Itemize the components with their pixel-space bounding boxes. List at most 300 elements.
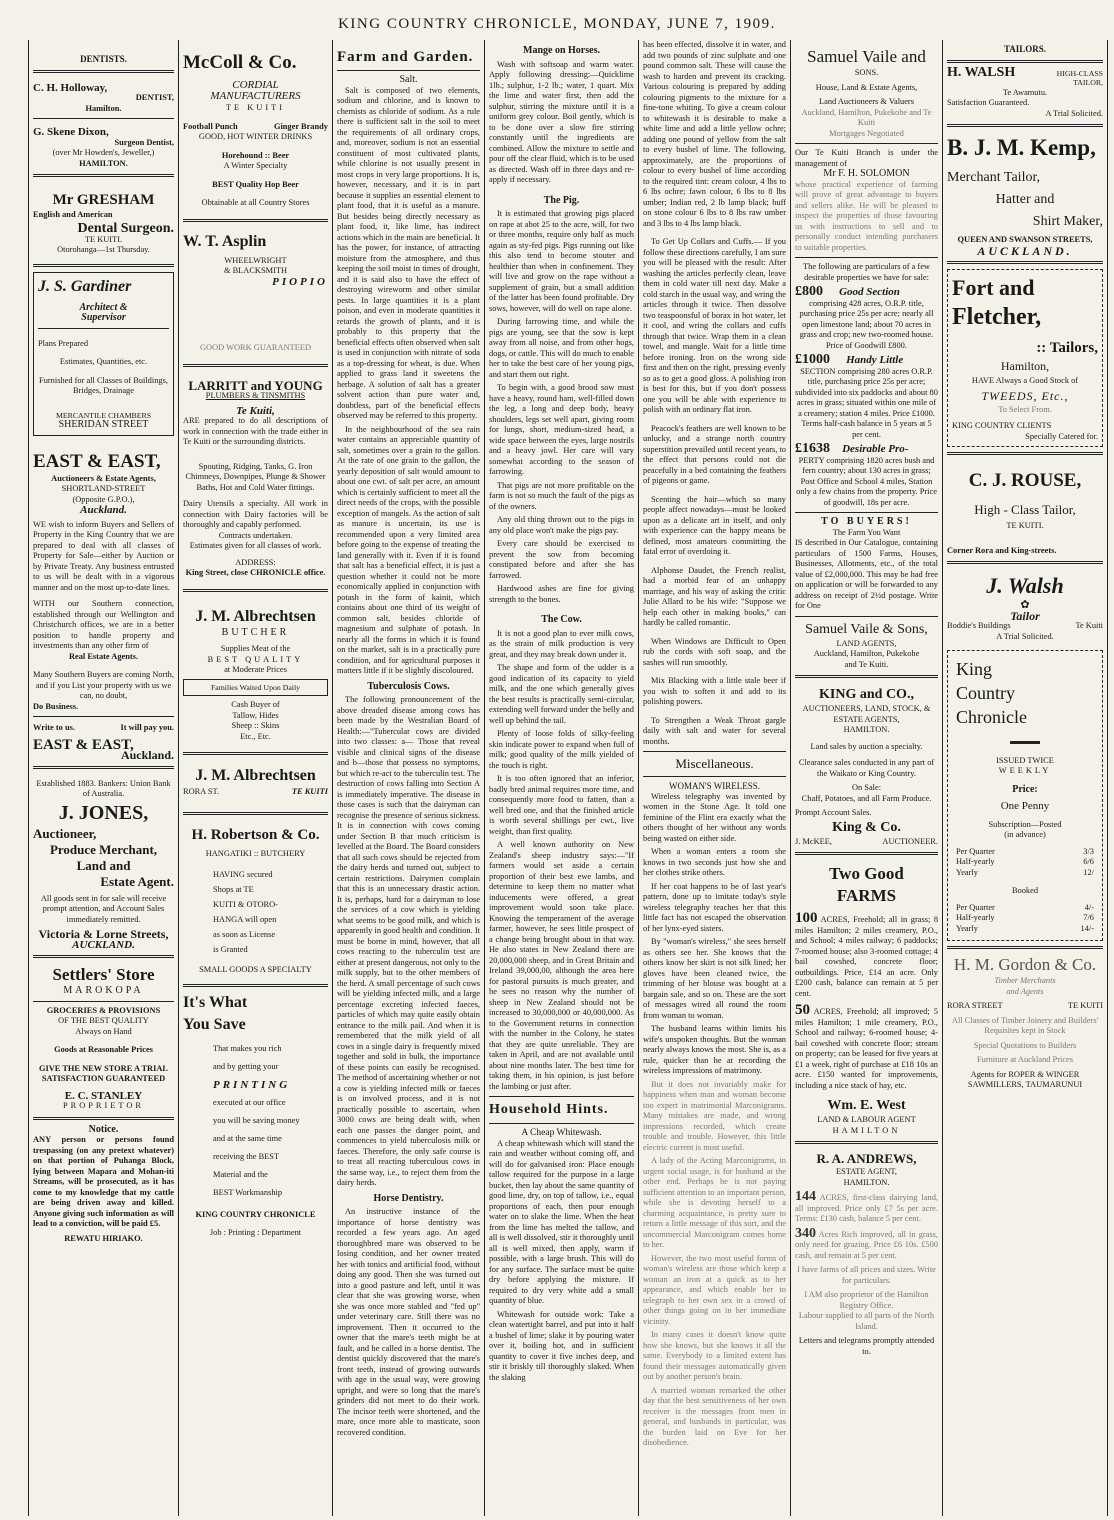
king-co-line2: Clearance sales conducted in any part of the Waikato or King Country.	[798, 758, 935, 778]
kcc-booked: Booked	[1011, 886, 1039, 896]
vaile2-title3: and Te Kuiti.	[844, 659, 889, 669]
settlers-line6: SATISFACTION GUARANTEED	[41, 1074, 166, 1084]
wireless-paragraph7: A lady of the Acting Marconigrams, in urgent social usage, is for husband at the other end. Perhaps he is not paying sufficient attention to an important person, while she is devoting herself to a charming acquaintance, is pretty sure to return a little message of this sort, and the uncommercial Marconigram comes home to her.	[643, 1156, 786, 1249]
divider	[489, 1123, 634, 1124]
jones-established: Established 1883. Bankers: Union Bank of Australia.	[36, 778, 171, 799]
dixon-address: (over Mr Howden's, Jeweller,)	[52, 148, 155, 157]
settlers-line1: GROCERIES & PROVISIONS	[46, 1005, 161, 1015]
jones-city: AUCKLAND.	[72, 938, 135, 951]
kcc-row-quarter2	[956, 903, 1094, 914]
kcc-quarter-value: 3/3	[1083, 846, 1094, 856]
daudet-paragraph: Alphonse Daudet, the French realist, had a morbid fear of an unhappy marriage, and his way of asking the critic Julie Allard to be his wife: "Suppose we help each other in making books," can hardly be called romantic.	[643, 565, 786, 627]
robertson-line4: HANGA will open	[213, 915, 277, 925]
andrews-line4: Letters and telegrams promptly attended to.	[798, 1336, 935, 1356]
kcc-price: One Penny	[1000, 800, 1050, 813]
notice-heading: Notice.	[88, 1123, 119, 1135]
column-rule	[1107, 40, 1108, 1516]
walsh-name: H. WALSH	[947, 64, 1016, 80]
albrechtsen-line7: Etc., Etc.	[240, 731, 271, 741]
divider	[795, 512, 938, 513]
divider	[33, 174, 174, 177]
farm-garden-heading: Farm and Garden.	[337, 49, 474, 65]
gardiner-title2: Supervisor	[81, 312, 126, 323]
kcc-row-half2	[956, 913, 1094, 924]
west-title2: HAMILTON	[832, 1125, 901, 1135]
larritt-paragraph2: Spouting, Ridging, Tanks, G. Iron Chimneys, Downpipes, Plunge & Shower Baths, Hot and Cold Water fittings.	[185, 461, 326, 492]
rouse-address: Corner Rora and King-streets.	[947, 545, 1057, 555]
mange-heading: Mange on Horses.	[523, 45, 600, 56]
robertson-sub: HANGATIKI :: BUTCHERY	[205, 848, 306, 858]
rouse-name: C. J. ROUSE,	[968, 470, 1082, 492]
blacking-paragraph: Mix Blacking with a little stale beer if you wish to soften it and add to its polishing powers.	[643, 676, 786, 706]
kcc-year2-value: 14/-	[1080, 923, 1094, 933]
andrews-farm1-acres: 144	[795, 1189, 816, 1204]
settlers-proprietor: E. C. STANLEY	[64, 1089, 143, 1102]
vaile-title1: House, Land & Estate Agents,	[815, 82, 918, 92]
wireless-paragraph2: When a woman enters a room she knows in two seconds just how she and her clothes strike others.	[643, 847, 786, 877]
kcc-quarter-label: Per Quarter	[956, 846, 995, 856]
divider	[183, 984, 328, 987]
west-title1: LAND & LABOUR AGENT	[817, 1115, 916, 1124]
walsh-row	[947, 64, 1103, 88]
kcc-subscription: Subscription—Posted	[988, 819, 1062, 829]
wireless-paragraph10: A married woman remarked the other day that the best sensitiveness of her own receiver is the messages from men in general, and husbands in particular, was the burden laid on Eve for her disobedience.	[643, 1385, 786, 1447]
gordon-row	[947, 1001, 1103, 1012]
andrews-farm1-description: ACRES, first-class dairying land, all improved. Price only £7 5s per acre. Terms: £130 cash, balance 5 per cent.	[795, 1193, 938, 1223]
east-do-business: Do Business.	[33, 701, 79, 711]
kcc-quarter2-label: Per Quarter	[956, 902, 995, 912]
pig-heading: The Pig.	[543, 194, 580, 206]
robertson-line2: Shops at TE	[213, 885, 254, 895]
jones-title4: Estate Agent.	[100, 873, 174, 889]
vaile-manager: Mr F. H. SOLOMON	[823, 168, 910, 179]
settlers-line3: Always on Hand	[75, 1026, 132, 1036]
vaile2-title2: Auckland, Hamilton, Pukekohe	[813, 649, 920, 658]
kcc-year2-label: Yearly	[956, 923, 978, 933]
windows-paragraph: When Windows are Difficult to Open rub the cords with soft soap, and the sashes will run smoothly.	[643, 636, 786, 667]
mccoll-line5: BEST Quality Hop Beer	[212, 179, 299, 189]
andrews-farm2	[795, 1225, 939, 1262]
east-name2: EAST & EAST,	[33, 736, 134, 753]
vaile-sons: SONS.	[854, 68, 879, 77]
pig-paragraph3: To begin with, a good brood sow must have a heavy, round ham, well-filled down the leg, a long and deep body, heavy shoulders, legs set well apart, giving room for lungs, short, medium-sized head, a wide space between the eyes, large nostrils and a heavy jowl. Her care will vary somewhat according to the season of farrowing.	[489, 383, 634, 476]
throat-paragraph: To Strengthen a Weak Throat gargle daily with salt and water for several months.	[643, 715, 786, 746]
gardiner-address2: SHERIDAN STREET	[58, 419, 149, 431]
east-sub: Auctioneers & Estate Agents,	[51, 473, 156, 483]
kcc-half-label: Half-yearly	[956, 857, 995, 867]
robertson-line7: SMALL GOODS A SPECIALTY	[199, 965, 312, 975]
scenting-paragraph: Scenting the hair—which so many people affect nowadays—must be looked upon as a delicate art in itself, and only with experience can the happy means be defined, most amateurs committing the fatal error of overdoing it.	[643, 494, 786, 556]
albrechtsen-line5: Tallow, Hides	[232, 710, 279, 720]
womans-wireless-heading: WOMAN'S WIRELESS.	[669, 781, 760, 791]
property2-price: £1000	[795, 352, 830, 367]
albrechtsen2-name: J. M. Albrechtsen	[195, 767, 316, 785]
cow-paragraph2: The shape and form of the udder is a good indication of its capacity to yield milk, and the one which generally gives the best results is practically semi-circular, extending well forward under the belly and well up behind the tail.	[489, 663, 634, 725]
larritt-paragraph5: Estimates given for all classes of work.	[189, 541, 322, 550]
jones-name: J. JONES,	[58, 801, 149, 824]
albrechtsen-box: Families Waited Upon Daily	[183, 679, 328, 697]
divider	[183, 752, 328, 755]
jwalsh-emblem-icon: ✿	[1020, 599, 1030, 612]
mccoll-line4: A Winter Specialty	[223, 161, 288, 170]
notice-paragraph: ANY person or persons found trespassing (on any pretext whatever) on that portion of Puhanga Block, lying between Mapara and Mohan-iti Streams, will be prosecuted, as it has come to my knowledge that my cattle are being driven away and killed. Anyone giving such information as will lead to a conviction, will be paid £5.	[33, 1135, 174, 1229]
vaile2-title1: LAND AGENTS,	[836, 638, 897, 648]
divider	[183, 219, 328, 222]
divider	[643, 776, 786, 777]
albrechtsen-line2: BEST QUALITY	[207, 654, 304, 664]
gordon-street: RORA STREET	[947, 1001, 1003, 1011]
gardiner-ad	[33, 272, 174, 436]
kemp-address: QUEEN AND SWANSON STREETS,	[957, 235, 1093, 245]
divider	[795, 852, 938, 855]
albrechtsen2-place: TE KUITI	[291, 787, 328, 797]
tuberculosis-paragraph: The following pronouncement of the above dreaded disease among cows has been made by the Westralian Board of Health:—"Tubercular cows are divided into two classes: a— Those that reveal visible and clinical signs of the disease and b—those that possess no symptoms, but which re-act to the tuberculin test. The destruction of cows falling into Section A is immediately imperative. The disease in those cases is such that the dairyman can recognise the presence of serious sickness. It is in connection with cows coming under Section B that much criticism is levelled at the Board. The Board considers that all such cows should be rejected from the dairy herds and turned out, subject to certain restrictions. Dairymen complain that this is an unnecessary drastic action. It is, perhaps, hard for a dairyman to lose the services of a cow which is yielding what seems to be good milk, and which is apparently in good health and condition. It must be borne in mind, however, that all cows reacting to the tuberculin test are either at present dangerous, not only to the milk supply, but to the other members of the herd. A small percentage of such cows will be yielding infected milk, and a large percentage excreting infected faeces, particles of which may quite easily obtain entrance to the milk pail. And when it is remembered that the milk yield of all cows in a single dairy is frequently mixed together and sold in bulk, the importance of these points can easily be recognised. The method of ascertaining whether or not a cow is yielding infected milk or faeces is on involved process, and it is not practically possible to ascertain, when 3000 cows are being dealt with, when each one passes the danger point, and commences to yield tuberculosis milk or faeces. Therefore, the only safe course is to treat all reacting tuberculous cows in the same way, i.e., to reject them from the dairy herds.	[337, 695, 480, 1187]
buyers-paragraph: IS described in Our Catalogue, containing particulars of 1500 Farms, Houses, Businesses, Allotments, etc., of the total value of £2,000,000. This may be had free on application or will be forwarded to any address on receipt of 2½d postage. Write for One	[795, 538, 938, 610]
divider	[38, 328, 169, 329]
king-co-line5: Prompt Account Sales.	[795, 808, 872, 817]
robertson-name: H. Robertson & Co.	[191, 826, 320, 843]
farm1	[795, 910, 939, 999]
property3-heading	[795, 441, 938, 456]
walsh-line2: A Trial Solicited.	[1045, 108, 1103, 118]
whitewash-paragraph2: Whitewash for outside work: Take a clean watertight barrel, and put into it half a bushel of lime; slake it by pouring water over it, boiling hot, and in sufficient quantity to cover it five inches deep, and stir it briskly till thoroughly slaked. When the slaking	[489, 1309, 634, 1382]
save-line9: BEST Workmanship	[213, 1187, 283, 1197]
buyers-heading: TO BUYERS!	[821, 516, 912, 527]
rouse-title1: High - Class Tailor,	[974, 502, 1076, 518]
farm2-acres: 50	[795, 1002, 810, 1018]
vaile-title2: Land Auctioneers & Valuers	[819, 97, 914, 106]
save-line11: Job : Printing : Department	[209, 1228, 302, 1238]
save-line5: you will be saving money	[213, 1115, 300, 1125]
divider	[947, 261, 1103, 264]
king-co-name: KING and CO.,	[819, 687, 914, 702]
larritt-paragraph3: Dairy Utensils a specialty. All work in connection with Dairy factories will be thoroughly and capably performed.	[183, 499, 328, 529]
holloway-title: DENTIST,	[135, 93, 174, 102]
kcc-weekly: WEEKLY	[998, 766, 1052, 776]
mccoll-line1b: Ginger Brandy	[273, 121, 328, 131]
east-paragraph3: Many Southern Buyers are coming North, and if you List your property with us we can, no doubt,	[33, 670, 174, 701]
column-1	[29, 40, 178, 1516]
property3-name: Desirable Pro-	[842, 443, 909, 455]
kcc-title3: Chronicle	[956, 707, 1027, 728]
larritt-address-heading: ADDRESS:	[235, 557, 276, 567]
divider	[33, 118, 174, 119]
divider	[33, 766, 174, 769]
save-heading2: You Save	[183, 1015, 246, 1033]
kemp-name: B. J. M. Kemp,	[947, 135, 1096, 161]
east-write: Write to us.	[33, 723, 75, 733]
gardiner-address1: MERCANTILE CHAMBERS	[55, 410, 152, 420]
gresham-title: Dental Surgeon.	[77, 221, 174, 236]
save-line2: and by getting your	[213, 1061, 279, 1071]
cow-paragraph3: Plenty of loose folds of silky-feeling skin indicate power to expand when full of milk; good quality of the milk yielded of the touch is right.	[489, 729, 634, 770]
albrechtsen-line3: at Moderate Prices	[224, 665, 287, 674]
albrechtsen2-row	[183, 787, 328, 798]
andrews-line1: I have farms of all prices and sizes. Write for particulars.	[797, 1265, 936, 1285]
pig-paragraph5: Any old thing thrown out to the pigs in any old place won't make the pigs pay.	[489, 515, 634, 535]
save-text	[183, 1040, 328, 1202]
gresham-sub: English and American	[33, 209, 113, 219]
holloway-name: C. H. Holloway,	[33, 81, 108, 94]
asplin-title1: WHEELWRIGHT	[224, 255, 287, 265]
farm2-description: ACRES, Freehold; all improved; 5 miles Hamilton; 1 mile creamery, P.O., School and railway; 6-roomed house; 4-bail cowshed with concrete floor; stream on property; can be leased for five years at £1 a week, right of purchase at £18 10s an acre. £150 wanted for improvements, including a nice stack of hay, etc.	[795, 1007, 938, 1090]
east-paragraph2: WITH our Southern connection, established through our Wellington and Christchurch offices, we are in a better position to handle property and investments than any other firm of	[33, 599, 174, 651]
mccoll-line2: GOOD, HOT WINTER DRINKS	[198, 132, 313, 141]
gardiner-name: J. S. Gardiner	[38, 277, 132, 295]
farm1-description: ACRES, Freehold; all in grass; 8 miles Hamilton; 2 miles creamery, P.O., and School; 4 miles railway; 6 paddocks; 7-roomed house; also 3-roomed cottage; 4 bail cowshed, concrete floor; outbuildings. Price, £14 an acre. Only £200 cash, balance can remain at 5 per cent.	[795, 915, 939, 998]
andrews-line3: Labour supplied to all parts of the North Island.	[798, 1311, 935, 1331]
jwalsh-title: Tailor	[1010, 608, 1040, 623]
kcc-row-year2	[956, 924, 1094, 935]
kcc-row-year	[956, 868, 1094, 879]
property3-price: £1638	[795, 441, 830, 456]
mccoll-line1	[183, 122, 328, 133]
divider	[183, 812, 328, 815]
wireless-paragraph8: However, the two most useful forms of woman's wireless are those which keep a woman an iron at a quick as to her appearance, and which enable her to telegraph to her own sex in a crowd of other things going on in her immediate vicinity.	[643, 1253, 786, 1326]
jones-paragraph: All goods sent in for sale will receive prompt attention, and Account Sales immediately remitted.	[40, 893, 167, 924]
mange-paragraph: Wash with softsoap and warm water. Apply following dressing:—Quicklime 1lb.; sulphur, 1-2 lb.; water, 1 quart. Mix the lime and water first, then add the sulphur, stirring the mixture until it is a uniform grey colour. Boil gently, which is to be done over a slow fire stirring constantly until the ingredients are combined. Allow the mixture to settle and pour off the clear fluid, which is to be used as directed. Wash off in three days and re-apply if necessary.	[489, 59, 634, 184]
east-opposite: (Opposite G.P.O.),	[72, 494, 135, 504]
salt-heading: Salt.	[399, 74, 418, 85]
wireless-paragraph9: In many cases it doesn't know quite how she knows, but she knows it all the same. Everybody to a limited extent has found their messages automatically given out by another person's brain.	[643, 1330, 786, 1381]
whitewash-paragraph1: A cheap whitewash which will stand the rain and weather without coming off, and will do for galvanised iron: Place enough tallow required for the purpose in a large bucket, then lay about the same quantity of good lime, dry, on top of tallow, i.e., equal proportions of each, then pour enough water on to slake the lime. When the heat from the lime has melted the tallow, and all is well dissolved, stir it thoroughly until all is well mixed, then apply, warm if possible, with a large brush. This will do for any surface. The surface must be quite dry before applying the mixture. If required to dry very white add a small quantity of blue.	[489, 1138, 634, 1305]
robertson-line3: KUITI & OTORO-	[213, 900, 278, 910]
robertson-line1: HAVING secured	[213, 870, 273, 880]
collars-paragraph: To Get Up Collars and Cuffs.— If you follow these directions carefully, I am sure you will be pleased with the result: After washing the articles perfectly clean, leave them in cold water till next day. Make a cold starch in the usual way, and wring the articles through it twice. Then dissolve two teaspoonsful of borax in hot water, let it cool, and wring the collars and cuffs through that twice. Wrap them in a clean towel, and mangle. Wait for a little time before ironing. Iron on the wrong side first and then on the right, pressing evenly so as to get a good gloss. A polishing iron is best for this, but if you don't possess one you will be able with experience to polish with an ordinary flat iron.	[643, 237, 786, 414]
column-4	[485, 40, 638, 1516]
whitewash-continued: has been effected, dissolve it in water, and add two pounds of zinc sulphate and one pound common salt. These will cause the wash to harden and prevent its cracking. Various colouring is prepared by adding colouring pigments to the mixture for a fine-tone whiting. To give a cream colour to whitewash it is desirable to make a white lime and add a little yellow ochre; adding one pound of yellow from the salt to every bushel of lime. The following, approximately, are the proportions of colour to every bushel of lime according to the required tint: cream colour, 4 lbs to 6 lbs ochre; fawn colour, 6 lbs to 8 lbs umber; Indian red, 2 lb lamp black; buff on stone colour 6 lbs to 8 lbs raw umber and 3 lbs to 4 lbs lamp black.	[643, 40, 786, 228]
fort-fletcher-ad	[947, 269, 1103, 447]
asplin-faded-area	[183, 287, 328, 343]
albrechtsen-line6: Sheep :: Skins	[231, 721, 280, 731]
gordon-line2: Special Quotations to Builders	[973, 1040, 1077, 1050]
larritt-place: Te Kuiti,	[236, 404, 275, 417]
kemp-city: AUCKLAND.	[977, 243, 1073, 258]
pig-paragraph1: It is estimated that growing pigs placed on rape at abot 25 to the acre, will, for two or three months, require only half as much again as sty-fed pigs. Pigs running out like this also tend to become stouter and healthier than when in confinement. They will live and grow on the rape without a supplement of grain, but a small addition of the latter has been found profitable. Dry sows, however, will do well on rape alone.	[489, 209, 634, 313]
miscellaneous-heading: Miscellaneous.	[675, 756, 754, 771]
cow-paragraph5: A well known authority on New Zealand's sheep industry says:—"If farmers would set aside a certain proportion of their best ewe lambs, and determine to keep them no matter what inducements were offered, a great improvement would soon take place. Knowing the temperament of the average farmer, however, he sees little prospect of a change being brought about in that way. He also states in New Zealand there are 20,000,000 sheep, and in Great Britain and Ireland 39,000,00, although the area here for pastoral pursuits is much greater, and he sees no reason why the number of sheep in New Zealand should not be increased to 30,000,000 or 40,000,000. As to the Government returns in connection with the number in the Colony, he states that they are quite unreliable. They are taken in April, and are not available until about nine months later. The best time for taking them, in his opinion, is just before the lambing or just after.	[489, 840, 634, 1091]
wireless-paragraph1: Wireless telegraphy was invented by women in the Stone Age. It told one feminine of the Flint era exactly what the others thought of her without any words being wasted on either side.	[643, 791, 786, 843]
kcc-quarter2-value: 4/-	[1084, 902, 1094, 912]
household-hints-heading: Household Hints.	[489, 1102, 609, 1117]
property2-description: SECTION comprising 280 acres O.R.P. title, purchasing price 25s per acre; subdivided into six paddocks and about 80 acres in grass; situated within one mile of a creamery; station 4 miles. Price £1000. Terms half-cash balance in 5 years at 5 per cent.	[795, 366, 938, 439]
mccoll-line6: Obtainable at all Country Stores	[201, 198, 310, 207]
wireless-paragraph3: If her coat happens to be of last year's pattern, done up to imitate today's style wireless telegraphy teaches her that this little fact has not escaped the observation of her lynx-eyed sisters.	[643, 881, 786, 933]
jones-title3: Land and	[76, 857, 131, 873]
kemp-title3: Shirt Maker,	[1032, 214, 1103, 230]
gordon-name: H. M. Gordon & Co.	[953, 955, 1097, 975]
pig-paragraph2: During farrowing time, and while the pigs are young, see that the sow is kept away from all noise, and from other hogs, dogs, or cattle. This will do much to enable her to take the best care of her young pigs, and start them out right.	[489, 317, 634, 379]
pig-paragraph7: Hardwood ashes are fine for giving strength to the bones.	[489, 584, 634, 604]
divider	[33, 1001, 174, 1002]
king-co-line3: On Sale:	[851, 783, 882, 792]
divider	[183, 589, 328, 592]
fort-line5: Specially Catered for.	[1025, 431, 1098, 441]
robertson-text	[183, 867, 328, 957]
divider	[183, 364, 328, 367]
fort-name1: Fort and	[952, 275, 1035, 301]
king-co-line1: Land sales by auction a specialty.	[810, 741, 923, 751]
salt-paragraph1: Salt is composed of two elements, sodium and chlorine, and is known to chemists as chloride of sodium. As a rule there is sufficient salt in the soil to meet the requirements of all ordinary crops, and, moreover, sodium is not an essential constituent of most cultivated plants, while chlorine is not usually present in most crops in very large proportions. It is, however, necessary, and it is in part because it supplies an essential element to plant food, that it is useful as a manure. But besides being directly necessary as plant food, it, like lime, has indirect actions which in the main are beneficial. It has the power, for instance, of attracting moisture from the atmosphere, and thus keeping the soil moist in times of drought, and it is said also to have the effect of destroying wireworm and other similar pests. In large quantities it is a plant poison, and even in moderate quantities it retards the growth of plants, and it is probably to this property that the beneficial effects often observed when salt is used in conjunction with nitrate of soda as a top-dressing for wheat, is due. When applied to grass land it sweetens the herbage. A solution of salt has a greater solvent action than pure water and, doubtless, part of the beneficial effects observed may be referred to this property.	[337, 85, 480, 420]
east-city2: Auckland.	[120, 748, 174, 763]
king-co-title2: HAMILTON.	[843, 725, 890, 734]
walsh-place: Te Awamutu.	[1002, 87, 1048, 97]
farm2	[795, 1002, 938, 1091]
holloway-place: Hamilton.	[85, 103, 122, 113]
horse-dentistry-paragraph: An instructive instance of the importance of horse dentistry was recorded a few years ago. An aged thoroughbred mare was observed to be losing condition, and her owner treated her with tonics and artificial food, without doing any good. Then she was turned out into a good pasture and left, until it was clear that she was growing worse, when she was once more stabled and "fed up" under veterinary care. Still there was no improvement. Then it occurred to the owner that the mare's teeth might be at fault, and he called in a horse dentist. The dentist quickly discovered that the mare's front teeth, instead of growing outwards with age in the usual way, were growing upright, and were so long that the mare's grinders did not meet to do their work. The incisor teeth were shortened, and the mare, once more able to masticate, soon recovered condition.	[337, 1207, 480, 1437]
kcc-row-quarter	[956, 847, 1094, 858]
east-paragraph1: WE wish to inform Buyers and Sellers of Property in the King Country that we are prepared to deal with all classes of Property for Sale—either by Auction or by Private Treaty. Any business entrusted to us will be dealt with in a vigorous manner and on the most up-to-date lines.	[33, 519, 174, 592]
gresham-note: Otorohanga—1st Thursday.	[57, 245, 150, 254]
property2-name: Handy Little	[846, 354, 904, 366]
kcc-year-label: Yearly	[956, 867, 978, 877]
east-paragraph2b: Real Estate Agents.	[68, 651, 139, 661]
andrews-line2: I AM also proprietor of the Hamilton Registry Office.	[804, 1290, 929, 1310]
column-3	[333, 40, 484, 1516]
column-2	[179, 40, 332, 1516]
asplin-name: W. T. Asplin	[183, 232, 267, 250]
divider	[947, 946, 1103, 949]
save-line3: PRINTING	[213, 1078, 291, 1091]
save-line6: and at the same time	[213, 1133, 282, 1143]
property2-heading	[795, 352, 938, 367]
property1-price: £800	[795, 284, 823, 299]
save-line1: That makes you rich	[213, 1043, 282, 1053]
property3-description: PERTY comprising 1820 acres bush and fern country; about 130 acres in grass; Post Office and School 4 miles, Station only a few chains from the property. Price of goodwill, 18s per acre.	[796, 455, 937, 507]
divider	[795, 257, 938, 258]
larritt-sub: PLUMBERS & TINSMITHS	[205, 391, 306, 400]
settlers-proprietor-title: PROPRIETOR	[62, 1101, 145, 1111]
gordon-line3: Furniture at Auckland Prices	[976, 1055, 1074, 1065]
fort-line2: TWEEDS, Etc.,	[981, 388, 1069, 403]
east-name: EAST & EAST,	[33, 450, 161, 472]
gardiner-line3: Furnished for all Classes of Buildings, Bridges, Drainage	[39, 375, 168, 395]
king-co-name2: King & Co.	[832, 819, 901, 835]
two-farms-heading1: Two Good	[829, 864, 904, 883]
gresham-name: Mr GRESHAM	[52, 192, 155, 208]
buyers-sub: The Farm You Want	[832, 527, 901, 537]
kcc-issued: ISSUED TWICE	[996, 755, 1054, 765]
east-pay: It will pay you.	[120, 723, 174, 733]
vaile-paragraph1: Our Te Kuiti Branch is under the management of	[795, 148, 938, 168]
jwalsh-place: Te Kuiti	[1075, 621, 1103, 631]
andrews-title1: ESTATE AGENT,	[835, 1167, 898, 1176]
column-5	[639, 40, 790, 1516]
whitewash-heading: A Cheap Whitewash.	[521, 1128, 602, 1138]
gresham-place: TE KUITI.	[84, 234, 123, 244]
gordon-title2: and Agents	[1006, 986, 1044, 996]
divider	[947, 60, 1103, 63]
divider	[337, 70, 480, 71]
albrechtsen-name: J. M. Albrechtsen	[195, 607, 316, 625]
kcc-advance: (in advance)	[1004, 830, 1046, 840]
andrews-farm1	[795, 1189, 938, 1225]
larritt-address: King Street, close CHRONICLE office.	[185, 568, 326, 577]
gordon-line4: Agents for ROPER & WINGER SAWMILLERS, TAUMARUNUI	[967, 1069, 1083, 1090]
gardiner-line2: Estimates, Quantities, etc.	[59, 357, 148, 366]
gordon-title1: Timber Merchants	[994, 976, 1056, 986]
horse-dentistry-heading: Horse Dentistry.	[373, 1192, 444, 1204]
east-write-row	[33, 723, 174, 734]
jwalsh-address: Boddie's Buildings	[947, 621, 1011, 631]
column-7	[943, 40, 1107, 1516]
fort-name2: Fletcher,	[952, 304, 1042, 331]
kcc-year-value: 12/	[1083, 867, 1094, 877]
settlers-place: MAROKOPA	[63, 985, 144, 997]
tailors-heading: TAILORS.	[1003, 44, 1047, 54]
walsh-line1: Satisfaction Guaranteed.	[947, 98, 1030, 108]
vaile-paragraph3: The following are particulars of a few desirable properties we have for sale:	[803, 262, 930, 282]
kemp-title1: Merchant Tailor,	[947, 170, 1041, 186]
jwalsh-line: A Trial Solicited.	[996, 631, 1054, 641]
robertson-line5: as soon as License	[213, 930, 276, 940]
albrechtsen-title: BUTCHER	[221, 626, 290, 638]
settlers-name: Settlers' Store	[52, 965, 155, 985]
divider	[947, 452, 1103, 455]
mccoll-line1a: Football Punch	[183, 121, 238, 131]
dixon-place: HAMILTON.	[79, 158, 128, 168]
gardiner-title1: Architect &	[79, 301, 128, 313]
divider	[33, 1117, 174, 1120]
divider	[643, 751, 786, 752]
larritt-paragraph1: ARE prepared to do all descriptions of work in connection with the trade either in Te Kuiti or the surrounding districts.	[183, 416, 328, 446]
divider	[795, 616, 938, 617]
settlers-line2: OF THE BEST QUALITY	[58, 1016, 149, 1026]
east-street: SHORTLAND-STREET	[61, 484, 146, 494]
jones-title2: Produce Merchant,	[49, 841, 158, 857]
asplin-footer: GOOD WORK GUARANTEED	[199, 343, 312, 352]
mccoll-place: TE KUITI	[225, 103, 286, 112]
albrechtsen-line1: Supplies Meat of the	[220, 644, 291, 653]
king-co-title1: AUCTIONEERS, LAND, STOCK, & ESTATE AGENTS,	[802, 704, 931, 724]
mccoll-line3: Horehound :: Beer	[221, 150, 290, 160]
kcc-half-value: 6/6	[1083, 857, 1094, 867]
divider	[489, 1096, 634, 1097]
kcc-dash	[956, 737, 1094, 748]
kemp-title2: Hatter and	[995, 192, 1055, 208]
kcc-price-heading: Price:	[1012, 783, 1038, 795]
kcc-half2-value: 7/6	[1083, 913, 1094, 923]
divider	[33, 70, 174, 73]
kcc-ad	[947, 650, 1103, 941]
walsh-title: HIGH-CLASS TAILOR,	[1056, 68, 1103, 88]
kcc-title2: Country	[956, 683, 1016, 704]
andrews-farm2-acres: 340	[795, 1225, 816, 1241]
property1-name: Good Section	[839, 286, 900, 298]
divider	[795, 143, 938, 144]
divider	[795, 1141, 938, 1144]
save-line4: executed at our office	[213, 1097, 286, 1107]
save-heading1: It's What	[183, 993, 248, 1011]
gordon-line1: All Classes of Timber Joinery and Builders' Requisites kept in Stock	[951, 1015, 1099, 1036]
notice-signature: REWATU HIRIAKO.	[64, 1233, 143, 1243]
tuberculosis-heading: Tuberculosis Cows.	[367, 680, 450, 692]
albrechtsen-line4: Cash Buyer of	[231, 700, 280, 710]
larritt-paragraph4: Contracts undertaken.	[218, 530, 293, 540]
dixon-name: G. Skene Dixon,	[33, 126, 109, 138]
west-name: Wm. E. West	[827, 1098, 906, 1113]
fort-line4: KING COUNTRY CLIENTS	[952, 421, 1052, 431]
columns	[28, 40, 1108, 1516]
divider	[947, 124, 1103, 127]
save-line10: KING COUNTRY CHRONICLE	[195, 1209, 316, 1219]
pig-paragraph6: Every care should be exercised to prevent the sow from becoming constipated before and after she has farrowed.	[489, 539, 634, 580]
kcc-row-half	[956, 857, 1094, 868]
gordon-place: TE KUITI	[1067, 1001, 1103, 1011]
cow-paragraph1: It is not a good plan to ever milk cows, as the strain of milk production is very great, and they may break down under it.	[489, 628, 634, 659]
vaile-name: Samuel Vaile and	[807, 47, 926, 66]
king-co-auctioneer: AUCTIONEER.	[882, 836, 938, 846]
